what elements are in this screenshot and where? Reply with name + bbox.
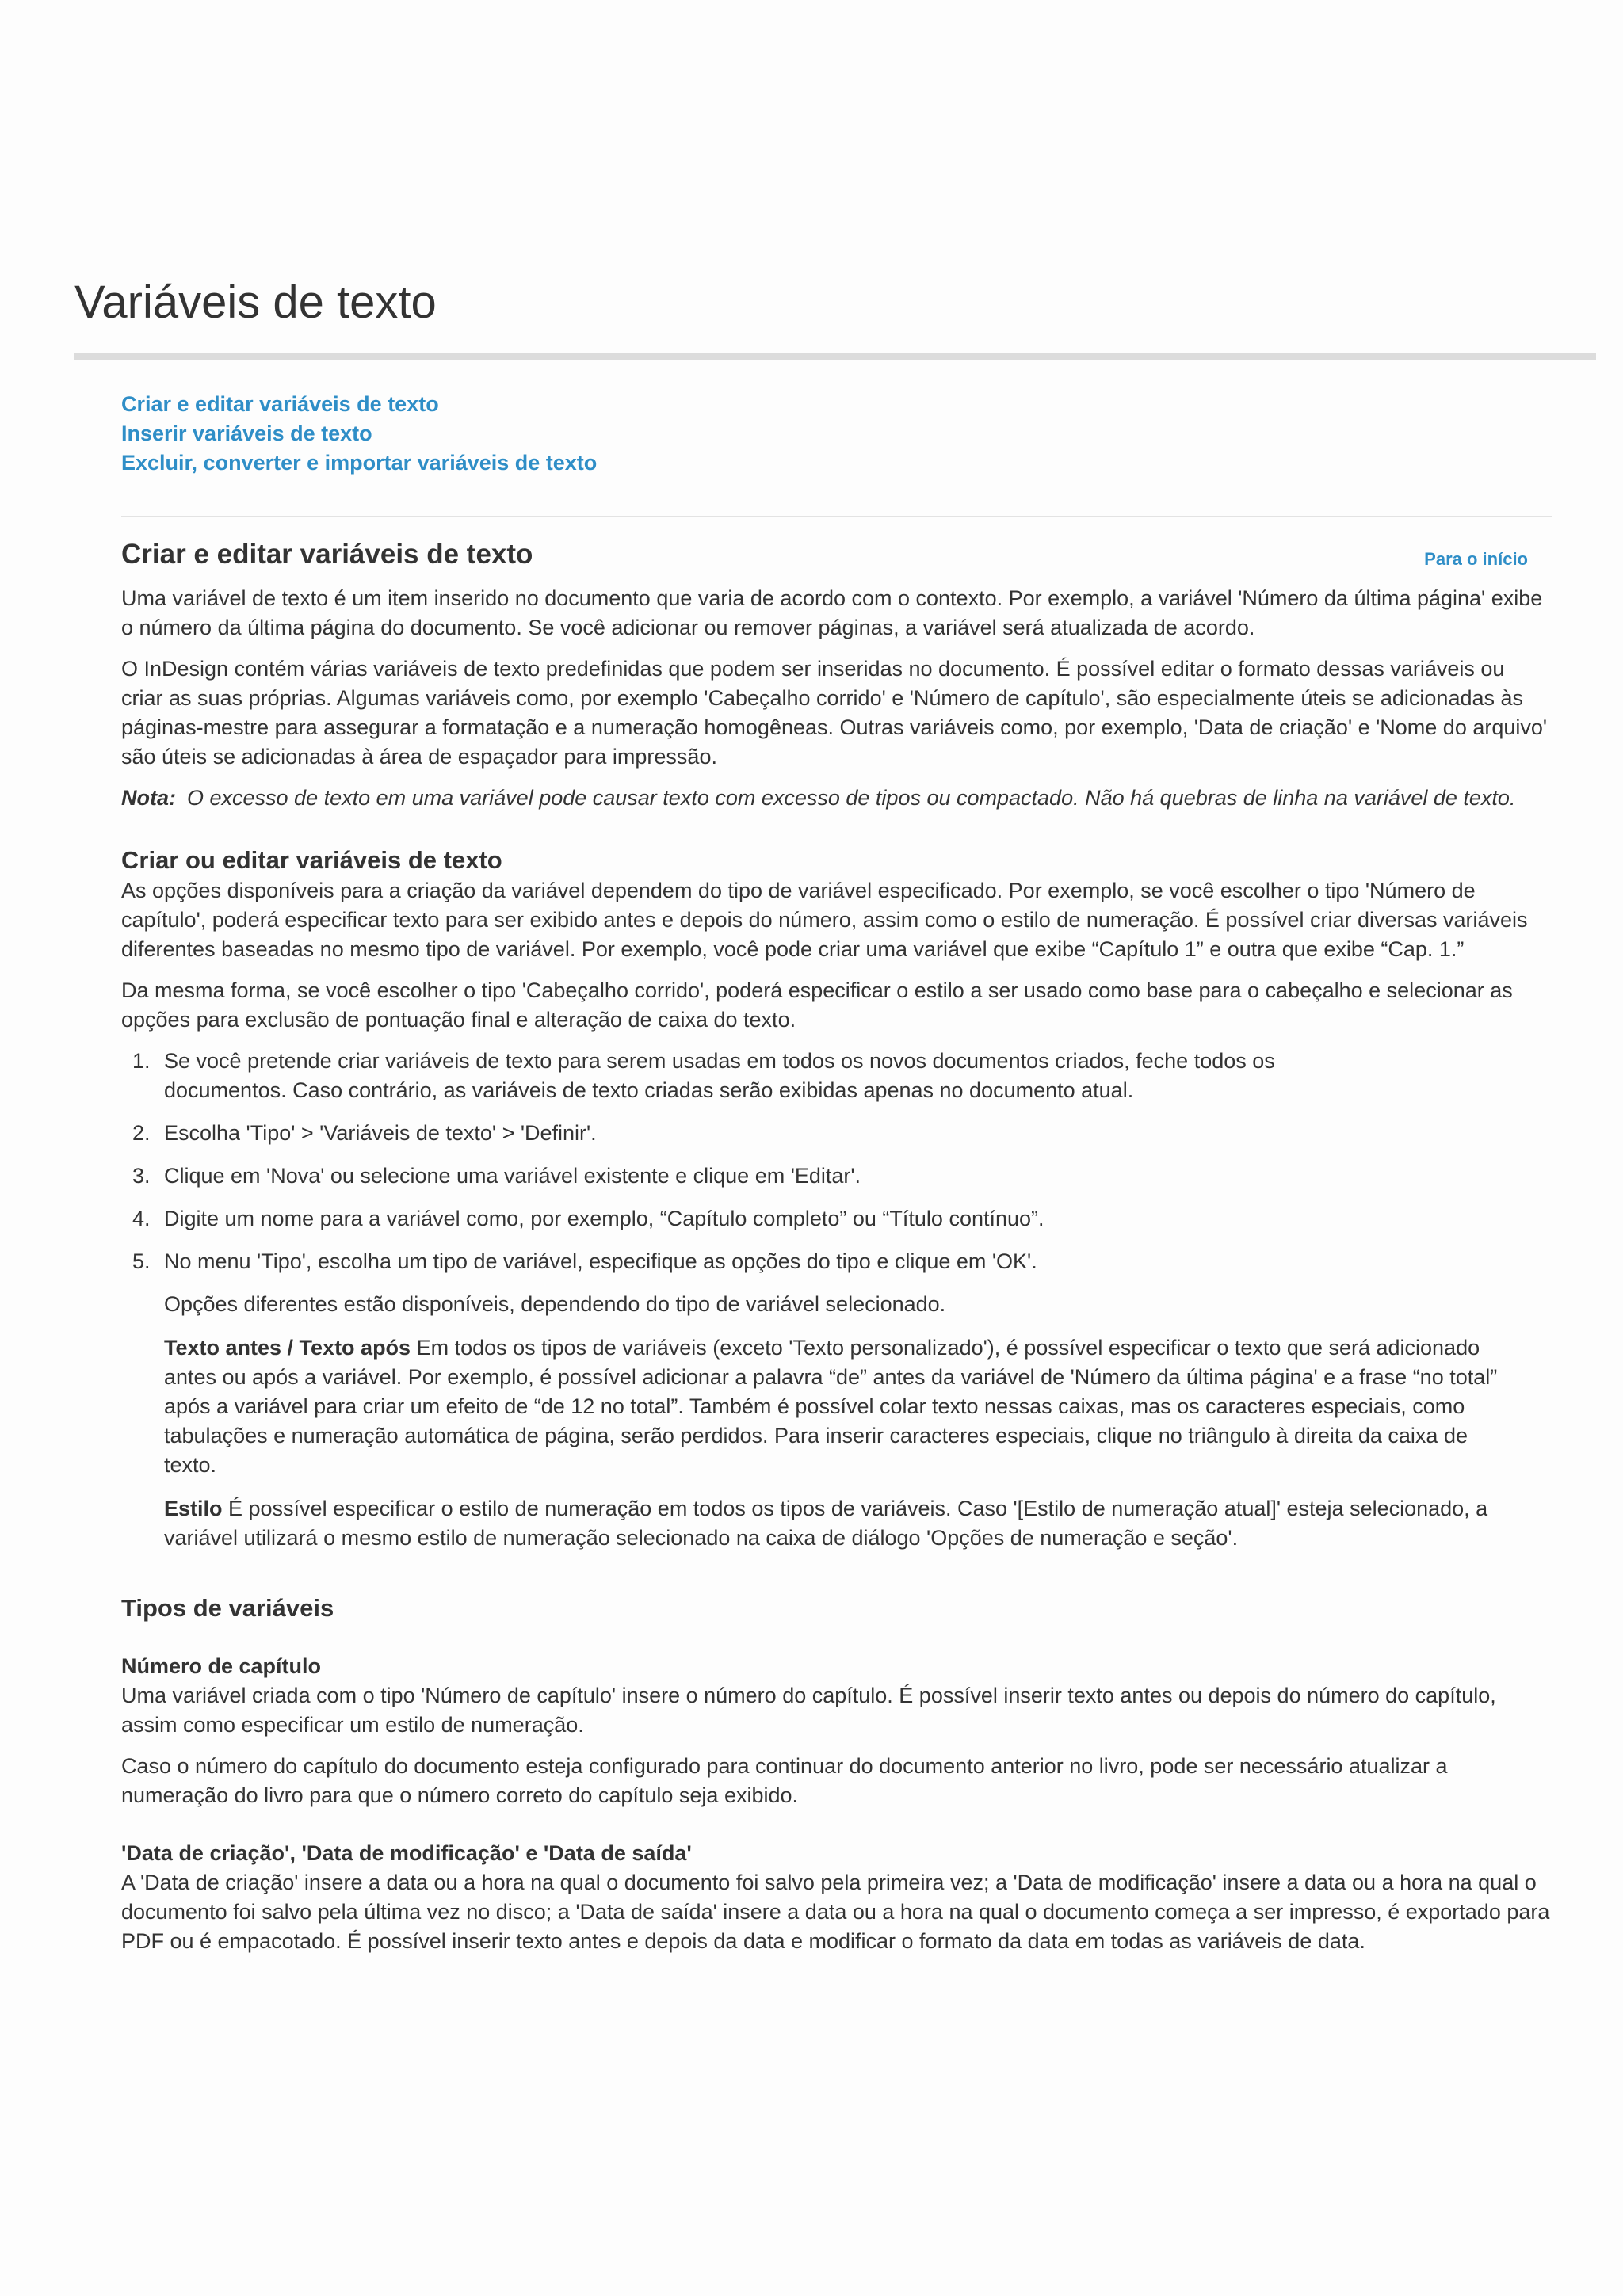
- step-number: 2.: [132, 1121, 151, 1146]
- dates-heading: 'Data de criação', 'Data de modificação' e 'Data de saída': [121, 1840, 692, 1865]
- chapter-number-heading: Número de capítulo: [121, 1653, 322, 1678]
- list-item: [121, 1119, 1389, 1148]
- step-number: 4.: [132, 1207, 151, 1231]
- note-label: Nota:: [121, 786, 176, 810]
- chapter-number-paragraph: Uma variável criada com o tipo 'Número de capítulo' insere o número do capítulo. É possível inserir texto antes ou depois do número do capítulo, assim como especificar um estilo de numeração.: [121, 1683, 1496, 1737]
- option-description: É possível especificar o estilo de numeração em todos os tipos de variáveis. Caso '[Estilo de numeração atual]' esteja selecionado, a variável utilizará o mesmo estilo de numeração selecionado na caixa de diálogo 'Opções de numeração e seção'.: [164, 1497, 1488, 1550]
- toc-link-insert[interactable]: Inserir variáveis de texto: [121, 421, 372, 445]
- table-of-contents: [121, 390, 1552, 478]
- step-text: Escolha 'Tipo' > 'Variáveis de texto' > 'Definir'.: [164, 1121, 597, 1146]
- option-label: Texto antes / Texto após: [164, 1336, 411, 1360]
- options-paragraph: As opções disponíveis para a criação da variável dependem do tipo de variável especificado. Por exemplo, se você escolher o tipo 'Número de capítulo', poderá especificar texto para ser exibido antes e depois do número, assim como o estilo de numeração. É possível criar diversas variáveis diferentes baseadas no mesmo tipo de variável. Por exemplo, você pode criar uma variável que exibe “Capítulo 1” e outra que exibe “Cap. 1.”: [121, 879, 1528, 962]
- options-intro: Opções diferentes estão disponíveis, dependendo do tipo de variável selecionado.: [164, 1292, 946, 1317]
- option-label: Estilo: [164, 1497, 223, 1521]
- option-text-before-after: [164, 1333, 1503, 1480]
- title-divider: [74, 353, 1596, 360]
- back-to-top-link[interactable]: Para o início: [1424, 549, 1528, 569]
- section-divider: [121, 516, 1552, 517]
- note-text: O excesso de texto em uma variável pode causar texto com excesso de tipos ou compactado. Não há quebras de linha na variável de texto.: [187, 786, 1516, 810]
- dates-paragraph: A 'Data de criação' insere a data ou a hora na qual o documento foi salvo pela primeira vez; a 'Data de modificação' insere a data ou a hora na qual o documento foi salvo pela última vez no disco; a 'Data de saída' insere a data ou a hora na qual o documento começa a ser impresso, é exportado para PDF ou é empacotado. É possível inserir texto antes e depois da data e modificar o formato da data em todas as variáveis de data.: [121, 1870, 1550, 1953]
- toc-link-delete-convert-import[interactable]: Excluir, converter e importar variáveis de texto: [121, 451, 598, 475]
- list-item: [121, 1204, 1389, 1234]
- list-item: [121, 1047, 1389, 1105]
- list-item: [121, 1247, 1389, 1276]
- main-content: [121, 390, 1552, 1968]
- option-description: Em todos os tipos de variáveis (exceto 'Texto personalizado'), é possível especificar o texto que será adicionado antes ou após a variável. Por exemplo, é possível adicionar a palavra “de” antes da variável de 'Número da última página' e a frase “no total” após a variável para criar um efeito de “de 12 no total”. Também é possível colar texto nessas caixas, mas os caracteres especiais, como tabulações e numeração automática de página, serão perdidos. Para inserir caracteres especiais, clique no triângulo à direita da caixa de texto.: [164, 1336, 1498, 1478]
- page-title: Variáveis de texto: [74, 277, 437, 328]
- section-header: [121, 538, 1552, 571]
- step-number: 5.: [132, 1249, 151, 1274]
- steps-list: [121, 1047, 1389, 1276]
- step-number: 3.: [132, 1164, 151, 1188]
- step-5-details: [121, 1290, 1503, 1553]
- step-text: Digite um nome para a variável como, por exemplo, “Capítulo completo” ou “Título contínuo”.: [164, 1207, 1044, 1231]
- subsection-heading: Criar ou editar variáveis de texto: [121, 846, 502, 874]
- step-number: 1.: [132, 1049, 151, 1074]
- step-text: Clique em 'Nova' ou selecione uma variável existente e clique em 'Editar'.: [164, 1164, 861, 1188]
- section-heading: Criar e editar variáveis de texto: [121, 539, 533, 570]
- running-header-paragraph: Da mesma forma, se você escolher o tipo 'Cabeçalho corrido', poderá especificar o estilo a ser usado como base para o cabeçalho e selecionar as opções para exclusão de pontuação final e alteração de caixa do texto.: [121, 978, 1513, 1032]
- chapter-number-paragraph-2: Caso o número do capítulo do documento esteja configurado para continuar do documento anterior no livro, pode ser necessário atualizar a numeração do livro para que o número correto do capítulo seja exibido.: [121, 1753, 1448, 1807]
- predefined-paragraph: O InDesign contém várias variáveis de texto predefinidas que podem ser inseridas no documento. É possível editar o formato dessas variáveis ou criar as suas próprias. Algumas variáveis como, por exemplo 'Cabeçalho corrido' e 'Número de capítulo', são especialmente úteis se adicionadas às páginas-mestre para assegurar a formatação e a numeração homogêneas. Outras variáveis como, por exemplo, 'Data de criação' e 'Nome do arquivo' são úteis se adicionadas à área de espaçador para impressão.: [121, 657, 1548, 769]
- step-text: Se você pretende criar variáveis de texto para serem usadas em todos os novos documentos criados, feche todos os documentos. Caso contrário, as variáveis de texto criadas serão exibidas apenas no documento atual.: [164, 1049, 1275, 1103]
- types-heading: Tipos de variáveis: [121, 1594, 334, 1623]
- list-item: [121, 1161, 1389, 1191]
- intro-paragraph: Uma variável de texto é um item inserido no documento que varia de acordo com o contexto. Por exemplo, a variável 'Número da última página' exibe o número da última página do documento. Se você adicionar ou remover páginas, a variável será atualizada de acordo.: [121, 586, 1543, 639]
- option-style: [164, 1494, 1503, 1553]
- toc-link-create-edit[interactable]: Criar e editar variáveis de texto: [121, 392, 439, 416]
- step-text: No menu 'Tipo', escolha um tipo de variável, especifique as opções do tipo e clique em 'OK'.: [164, 1249, 1037, 1274]
- note: [121, 784, 1552, 813]
